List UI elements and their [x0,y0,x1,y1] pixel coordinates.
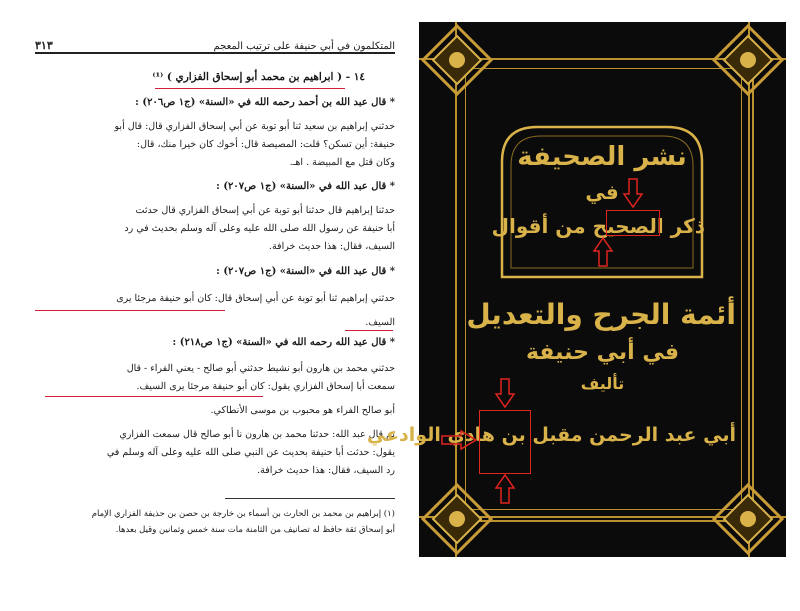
narration-heading: * قال عبد الله رحمه الله في «السنة» (ج١ ص٢١٨) : [172,337,395,348]
text-line: حدثني محمد بن هارون أبو نشيط حدثني أبو صالح - يعني الفراء - قال [126,363,395,374]
highlight-underline [345,330,393,331]
author-name: أبي عبد الرحمن مقبل بن هادي الوادعي [366,424,736,446]
arrow-right-icon [441,430,477,450]
footnote-line: (١) إبراهيم بن محمد بن الحارث بن أسماء بن خارجة بن حصن بن حذيفة الفزاري الإمام [91,509,395,519]
running-header: المتكلمون في أبي حنيفة على ترتيب المعجم [213,41,395,52]
arrow-down-icon [623,178,643,208]
annotation-box [606,210,660,236]
text-line: يقول: حدثت أبا حنيفة بحديث عن النبي صلى الله عليه وعلى آله وسلم في [106,447,395,458]
cover-title: نشر الصحيفة [517,142,687,172]
text-line: حدثني إبراهيم بن سعيد ثنا أبو توبة عن أبي إسحاق الفزاري قال: قال أبو [114,121,395,132]
text-line: وكان قتل مع المبيضة . اهـ. [289,157,395,168]
vertical-rule [455,22,457,557]
arrow-up-icon [593,237,613,267]
cover-title-line: ذكر الصحيح من أقوال [491,214,705,238]
text-line: حدثني إبراهيم ثنا أبو توبة عن أبي إسحاق قال: كان أبو حنيفة مرجئا يرى [116,293,395,304]
text-line: حدثنا إبراهيم قال حدثنا أبو توبة عن أبي إسحاق الفزاري قال حدثت [135,205,395,216]
page-number: ٣١٣ [35,39,53,52]
text-line: ثم قال عبد الله: حدثنا محمد بن هارون نا أبو صالح قال سمعت الفزاري [119,429,395,440]
corner-ornament-icon [419,481,495,557]
cover-subtitle-line: في أبي حنيفة [525,340,680,365]
text-line: سمعت أبا إسحاق الفزاري يقول: كان أبو حنيفة مرجئا يرى السيف. [136,381,395,392]
page-header [35,30,395,54]
text-line: أبو صالح الفراء هو محبوب بن موسى الأنطاكي. [210,405,395,416]
cover-title-prep: في [585,180,619,204]
annotation-box [479,410,531,474]
highlight-underline [45,396,263,397]
footnote-separator [225,498,395,499]
arrow-up-icon [495,474,515,504]
narration-heading: * قال عبد الله في «السنة» (ج١ ص٢٠٧) : [216,181,395,192]
vertical-rule [748,22,750,557]
corner-ornament-icon [710,481,786,557]
narration-heading: * قال عبد الله بن أحمد رحمه الله في «السنة» (ج١ ص٢٠٦) : [135,97,395,108]
corner-ornament-icon [419,22,495,98]
author-label: تأليف [580,374,625,393]
book-page-scan [35,30,395,565]
arrow-down-icon [495,378,515,408]
footnote-line: أبو إسحاق ثقة حافظ له تصانيف من الثامنة مات سنة خمس وثمانين وقيل بعدها. [115,525,395,535]
narration-heading: * قال عبد الله في «السنة» (ج١ ص٢٠٧) : [216,266,395,277]
text-line: أبا حنيفة عن رسول الله صلى الله عليه وعلى آله وسلم بحديث في رد [124,223,395,234]
text-line: رد السيف، فقال: هذا حديث خرافة. [257,465,395,476]
entry-title: ١٤ - ( ابراهيم بن محمد أبو إسحاق الفزاري ) ⁽¹⁾ [152,71,365,83]
text-line: حنيفة: أين تسكن؟ قلت: المصيصة قال: أخوك كان خيرا منك، قال: [136,139,395,150]
text-line: السيف، فقال: هذا حديث خرافة. [268,241,395,252]
text-line: السيف. [365,317,395,328]
title-underline [155,88,345,89]
cover-subtitle: أئمة الجرح والتعديل [466,298,736,331]
corner-ornament-icon [710,22,786,98]
highlight-underline [35,310,225,311]
